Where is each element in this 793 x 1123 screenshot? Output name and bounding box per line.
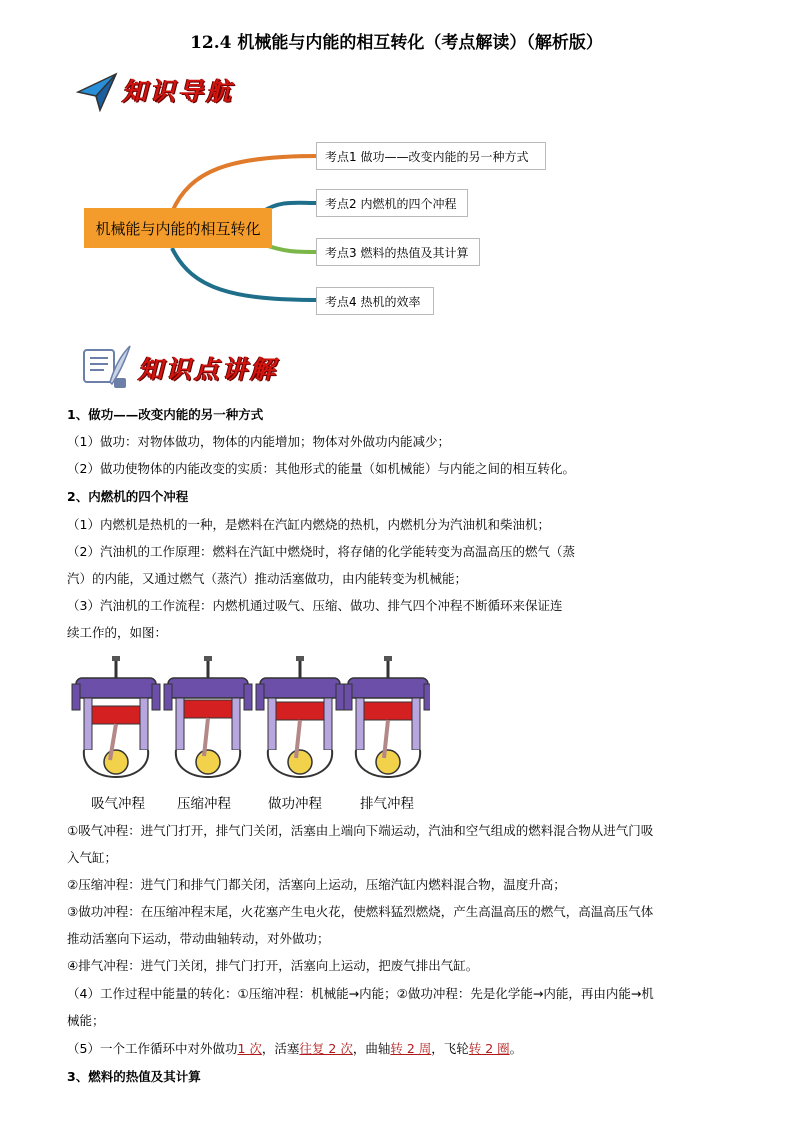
four-stroke-figure [70, 656, 430, 791]
connector-4 [172, 248, 318, 300]
stroke3-line-b: 推动活塞向下运动，带动曲轴转动，对外做功； [67, 931, 330, 946]
p5-underline-3: 转 2 周 [390, 1041, 432, 1056]
mindmap-root: 机械能与内能的相互转化 [84, 208, 272, 248]
stroke4-line: ④排气冲程：进气门关闭，排气门打开，活塞向上运动，把废气排出气缸。 [67, 958, 479, 973]
caption-power: 做功冲程 [268, 796, 322, 812]
section1-heading: 1、做功——改变内能的另一种方式 [67, 407, 264, 422]
mindmap-node-4: 考点4 热机的效率 [316, 287, 434, 315]
p5-text-2: ，活塞 [261, 1041, 300, 1056]
caption-compression: 压缩冲程 [177, 796, 231, 812]
p5-text-4: ，飞轮 [431, 1041, 469, 1056]
p5-underline-1: 1 次 [237, 1041, 262, 1056]
power-stroke-engine [256, 656, 344, 777]
section2-p4b: 械能； [67, 1013, 105, 1028]
caption-intake: 吸气冲程 [91, 796, 145, 812]
exhaust-stroke-engine [344, 656, 430, 777]
p5-underline-4: 转 2 圈 [468, 1041, 510, 1056]
stroke1-line-b: 入气缸； [67, 850, 118, 865]
mindmap-node-1: 考点1 做功——改变内能的另一种方式 [316, 142, 546, 170]
page-title: 12.4 机械能与内能的相互转化（考点解读）（解析版） [190, 33, 603, 53]
mindmap-node-2: 考点2 内燃机的四个冲程 [316, 189, 468, 217]
caption-exhaust: 排气冲程 [360, 796, 414, 812]
section2-p2b: 汽）的内能，又通过燃气（蒸汽）推动活塞做功，由内能转变为机械能； [67, 571, 468, 586]
section3-heading: 3、燃料的热值及其计算 [67, 1069, 201, 1084]
intake-stroke-engine [72, 656, 160, 777]
section2-p3b: 续工作的，如图： [67, 625, 168, 640]
section1-p2: （2）做功使物体的内能改变的实质：其他形式的能量（如机械能）与内能之间的相互转化。 [67, 461, 575, 476]
section2-p2a: （2）汽油机的工作原理：燃料在汽缸中燃烧时，将存储的化学能转变为高温高压的燃气（蒸 [67, 544, 575, 559]
stroke1-line-a: ①吸气冲程：进气门打开，排气门关闭，活塞由上端向下端运动，汽油和空气组成的燃料混合物从进气门吸 [67, 823, 654, 838]
section2-p1: （1）内燃机是热机的一种，是燃料在汽缸内燃烧的热机，内燃机分为汽油机和柴油机； [67, 517, 550, 532]
stroke3-line-a: ③做功冲程：在压缩冲程末尾，火花塞产生电火花，使燃料猛烈燃烧，产生高温高压的燃气，高温高压气体 [67, 904, 654, 919]
section2-p3a: （3）汽油机的工作流程：内燃机通过吸气、压缩、做功、排气四个冲程不断循环来保证连 [67, 598, 563, 613]
compression-stroke-engine [164, 656, 252, 777]
nav-banner-title: 知识导航 [122, 77, 235, 106]
mindmap-node-3: 考点3 燃料的热值及其计算 [316, 238, 480, 266]
p5-text-3: ，曲轴 [352, 1041, 391, 1056]
section2-p5 [67, 1041, 747, 1057]
p5-underline-2: 往复 2 次 [299, 1041, 353, 1056]
section2-heading: 2、内燃机的四个冲程 [67, 489, 189, 504]
section2-p4a: （4）工作过程中能量的转化：①压缩冲程：机械能→内能；②做功冲程：先是化学能→内能，再由内能→机 [67, 986, 654, 1001]
p5-text-1: （5）一个工作循环中对外做功 [67, 1041, 238, 1056]
scroll-quill-icon [76, 342, 134, 390]
p5-text-5: 。 [509, 1041, 523, 1056]
stroke2-line: ②压缩冲程：进气门和排气门都关闭，活塞向上运动，压缩汽缸内燃料混合物，温度升高； [67, 877, 566, 892]
section1-p1: （1）做功：对物体做功，物体的内能增加；物体对外做功内能减少； [67, 434, 450, 449]
points-banner-title: 知识点讲解 [138, 355, 279, 384]
